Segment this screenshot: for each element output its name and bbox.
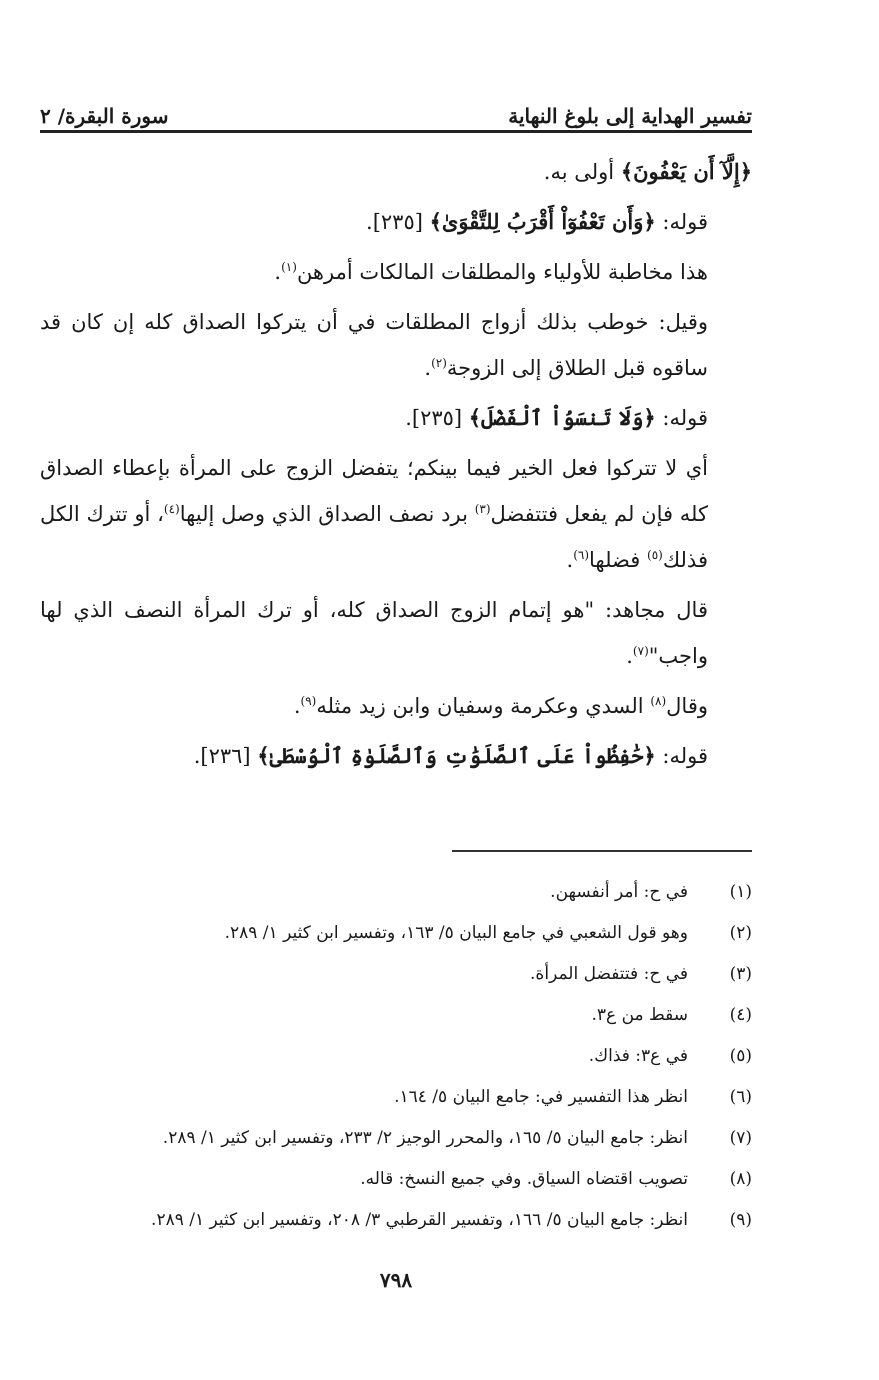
- paragraph-4: [40, 299, 752, 391]
- paragraph-text: برد نصف الصداق الذي وصل إليها: [179, 502, 468, 526]
- footnotes-divider: [452, 850, 752, 852]
- paragraph-text: وقال: [666, 694, 708, 718]
- footnotes-list: [40, 872, 752, 1241]
- paragraph-8: [40, 683, 752, 729]
- footnote-item: [40, 995, 752, 1036]
- footnote-number: (٦): [729, 1087, 752, 1107]
- verse-lead: قوله:: [662, 744, 708, 768]
- footnote-marker[interactable]: (٦): [573, 548, 590, 562]
- paragraph-tail: .: [293, 694, 301, 718]
- surah-title: سورة البقرة/ ٢: [40, 104, 169, 128]
- verse-reference: [٢٣٥].: [405, 406, 463, 430]
- footnote-number: (٤): [729, 1005, 752, 1025]
- footnote-number: (٥): [729, 1046, 752, 1066]
- footnote-marker[interactable]: (٩): [300, 694, 317, 708]
- footnote-text: انظر هذا التفسير في: جامع البيان ٥/ ١٦٤.: [394, 1087, 688, 1107]
- paragraph-text: أي لا تتركوا فعل الخير فيما بينكم؛ يتفضل الزوج على المرأة بإعطاء الصداق كله فإن لم يفعل فتتفضل: [40, 456, 709, 526]
- paragraph-tail: .: [274, 260, 282, 284]
- paragraph-6: [40, 445, 752, 583]
- paragraph-tail: .: [424, 356, 432, 380]
- verse-reference: [٢٣٦].: [193, 744, 251, 768]
- footnote-marker[interactable]: (٤): [163, 502, 180, 516]
- paragraph-text: هذا مخاطبة للأولياء والمطلقات المالكات أمرهن: [296, 260, 708, 284]
- quran-verse: ﴿حَٰفِظُواْ عَلَى ٱلصَّلَوَٰتِ وَٱلصَّلَوٰةِ ٱلْوُسْطَىٰ﴾: [257, 743, 656, 768]
- paragraph-text: قال مجاهد: "هو إتمام الزوج الصداق كله، أو ترك المرأة النصف الذي لها واجب": [40, 598, 708, 668]
- footnote-marker[interactable]: (٣): [474, 502, 491, 516]
- footnote-item: [40, 954, 752, 995]
- footnote-item: [40, 1159, 752, 1200]
- paragraph-text: السدي وعكرمة وسفيان وابن زيد مثله: [316, 694, 644, 718]
- footnote-number: (٨): [729, 1169, 752, 1189]
- verse-lead: قوله:: [662, 210, 708, 234]
- footnote-item: [40, 872, 752, 913]
- paragraph-text: فضلها: [589, 548, 641, 572]
- footnote-item: [40, 1118, 752, 1159]
- paragraph-2: [40, 199, 752, 245]
- paragraph-7: [40, 587, 752, 679]
- footnote-item: [40, 913, 752, 954]
- footnote-number: (١): [729, 882, 752, 902]
- verse-reference: [٢٣٥].: [366, 210, 423, 234]
- paragraph-5: [40, 395, 752, 441]
- paragraph-9: [40, 733, 752, 779]
- paragraph-text: أولى به.: [543, 160, 615, 184]
- verse-lead: قوله:: [662, 406, 708, 430]
- footnote-text: في ح: أمر أنفسهن.: [550, 882, 688, 902]
- footnote-text: انظر: جامع البيان ٥/ ١٦٦، وتفسير القرطبي ٣/ ٢٠٨، وتفسير ابن كثير ١/ ٢٨٩.: [151, 1210, 688, 1230]
- main-text: [40, 149, 752, 779]
- book-title: تفسير الهداية إلى بلوغ النهاية: [508, 104, 752, 128]
- footnote-number: (٩): [729, 1210, 752, 1230]
- footnote-item: [40, 1200, 752, 1241]
- footnote-marker[interactable]: (٧): [632, 644, 649, 658]
- paragraph-text: وقيل: خوطب بذلك أزواج المطلقات في أن يتركوا الصداق كله إن كان قد ساقوه قبل الطلاق إلى الزوجة: [40, 310, 708, 380]
- footnote-text: سقط من ع٣.: [591, 1005, 688, 1025]
- page-number: ٧٩٨: [379, 1268, 413, 1292]
- paragraph-text: ، أو تترك الكل فذلك: [40, 502, 708, 572]
- footnote-text: وهو قول الشعبي في جامع البيان ٥/ ١٦٣، وتفسير ابن كثير ١/ ٢٨٩.: [224, 923, 688, 943]
- paragraph-1: [40, 149, 752, 195]
- quran-verse: ﴿وَلَا تَنسَوُاْ ٱلْفَضْلَ﴾: [468, 405, 656, 430]
- paragraph-tail: .: [566, 548, 574, 572]
- footnote-marker[interactable]: (١): [281, 260, 297, 274]
- footnote-item: [40, 1036, 752, 1077]
- footnote-text: تصويب اقتضاه السياق. وفي جميع النسخ: قاله.: [360, 1169, 688, 1189]
- footnote-marker[interactable]: (٨): [650, 694, 667, 708]
- footnote-text: في ح: فتتفضل المرأة.: [530, 964, 688, 984]
- footnote-number: (٢): [729, 923, 752, 943]
- quran-verse: ﴿وَأَن تَعْفُوٓاْ أَقْرَبُ لِلتَّقْوَىٰ﴾: [429, 209, 656, 234]
- paragraph-3: [40, 249, 752, 295]
- footnote-number: (٣): [729, 964, 752, 984]
- footnote-number: (٧): [729, 1128, 752, 1148]
- book-page: [40, 96, 752, 1326]
- footnote-text: في ع٣: فذاك.: [588, 1046, 688, 1066]
- footnote-marker[interactable]: (٢): [431, 356, 447, 370]
- quran-verse: ﴿إِلَّآ أَن يَعْفُونَ﴾: [620, 159, 752, 184]
- footnote-item: [40, 1077, 752, 1118]
- footnote-text: انظر: جامع البيان ٥/ ١٦٥، والمحرر الوجيز ٢/ ٢٣٣، وتفسير ابن كثير ١/ ٢٨٩.: [162, 1128, 688, 1148]
- footnote-marker[interactable]: (٥): [647, 548, 663, 562]
- paragraph-tail: .: [626, 644, 633, 668]
- running-header: [40, 96, 752, 133]
